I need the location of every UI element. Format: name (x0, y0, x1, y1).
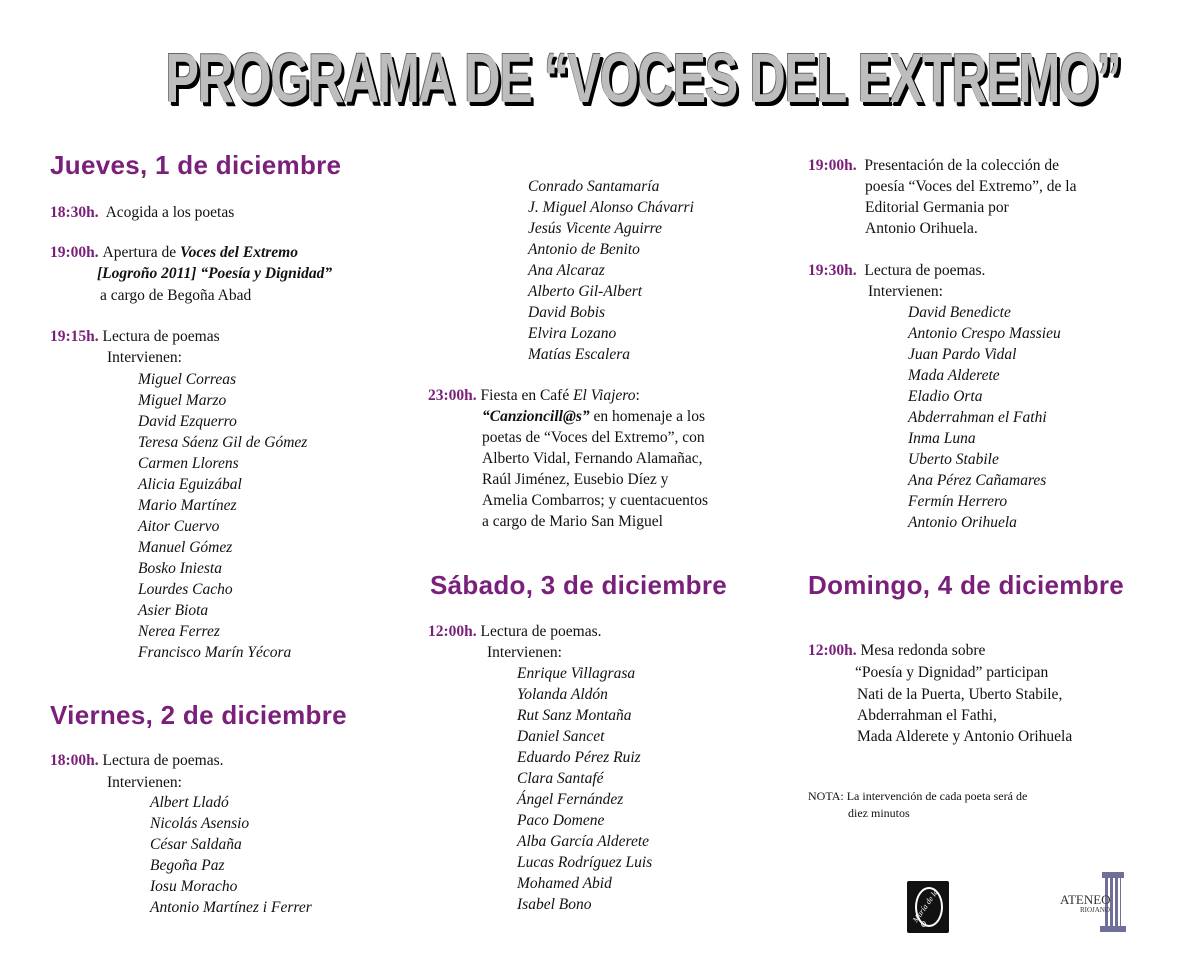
poet-name: David Benedicte (908, 304, 1011, 321)
riojano-label: RIOJANO (1080, 906, 1110, 914)
nota-line-2: diez minutos (848, 806, 910, 820)
poet-name: Enrique Villagrasa (517, 665, 636, 682)
page-title: PROGRAMA DE “VOCES DEL EXTREMO” (165, 39, 1121, 117)
poet-list-jueves (138, 369, 307, 663)
poet-name: Begoña Paz (150, 857, 225, 874)
event-text: Apertura de (102, 244, 181, 261)
event-text: Lectura de poemas. (864, 262, 986, 279)
event-text-colon: : (635, 387, 640, 404)
poet-name: Daniel Sancet (517, 728, 605, 745)
event-time: 12:00h. (428, 623, 477, 640)
event-sabado-1900-l2: poesía “Voces del Extremo”, de la (865, 178, 1077, 195)
poet-name: César Saldaña (150, 836, 242, 853)
event-time: 19:00h. (808, 157, 857, 174)
intervienen-label: Intervienen: (107, 349, 182, 366)
event-text-italic: El Viajero (573, 387, 636, 404)
poet-name: Antonio Orihuela (908, 514, 1017, 531)
poet-name: Fermín Herrero (908, 493, 1008, 510)
poet-name: David Ezquerro (138, 413, 237, 430)
event-text: Acogida a los poetas (105, 204, 235, 221)
event-text: Mesa redonda sobre (860, 642, 986, 659)
event-text: Fiesta en Café (480, 387, 574, 404)
poet-name: Asier Biota (138, 602, 209, 619)
poet-name: Aitor Cuervo (138, 518, 220, 535)
event-time: 18:00h. (50, 752, 99, 769)
intervienen-label: Intervienen: (107, 774, 182, 791)
logo1-text: María de la O (910, 887, 940, 930)
event-viernes-2300-l3: poetas de “Voces del Extremo”, con (482, 429, 705, 446)
poet-name: Antonio Crespo Massieu (908, 325, 1061, 342)
nota-line-1: NOTA: La intervención de cada poeta será de (808, 789, 1028, 803)
poet-name: Eladio Orta (908, 388, 983, 405)
day-heading-viernes: Viernes, 2 de diciembre (50, 700, 347, 730)
poet-list-sabado-2 (908, 302, 1061, 533)
event-time: 19:15h. (50, 328, 99, 345)
poet-name: Matías Escalera (528, 346, 631, 363)
event-sabado-1900-l4: Antonio Orihuela. (865, 220, 978, 237)
event-domingo-1200 (808, 640, 985, 661)
poet-name: Antonio de Benito (528, 241, 640, 258)
event-time: 19:30h. (808, 262, 857, 279)
poet-name: Lucas Rodríguez Luis (517, 854, 653, 871)
intervienen-label: Intervienen: (868, 283, 943, 300)
poet-list-viernes-b (528, 176, 694, 365)
poet-name: Ana Alcaraz (528, 262, 605, 279)
event-time: 18:30h. (50, 204, 99, 221)
event-domingo-l5: Mada Alderete y Antonio Orihuela (857, 728, 1073, 745)
poet-name: Antonio Martínez i Ferrer (150, 899, 312, 916)
poet-name: Manuel Gómez (138, 539, 233, 556)
ateneo-label: ATENEO (1060, 892, 1111, 907)
event-text: Lectura de poemas. (480, 623, 602, 640)
intervienen-label: Intervienen: (487, 644, 562, 661)
event-sabado-1200 (428, 621, 601, 642)
event-viernes-2300-l2 (482, 406, 705, 427)
poet-name: Jesús Vicente Aguirre (528, 220, 663, 237)
event-text: Presentación de la colección de (864, 157, 1059, 174)
event-sabado-1900 (808, 155, 1059, 176)
poet-name: Mohamed Abid (517, 875, 612, 892)
poet-name: Nicolás Asensio (150, 815, 250, 832)
event-jueves-1830 (50, 202, 234, 223)
column-icon-base (1100, 926, 1126, 932)
poet-name: Ángel Fernández (517, 791, 624, 808)
poet-name: Clara Santafé (517, 770, 604, 787)
event-domingo-l3: Nati de la Puerta, Uberto Stabile, (857, 686, 1063, 703)
event-viernes-2300-l7: a cargo de Mario San Miguel (482, 513, 663, 530)
event-sabado-1930 (808, 260, 985, 281)
poet-name: Isabel Bono (517, 896, 592, 913)
poet-name: Mario Martínez (138, 497, 237, 514)
event-time: 12:00h. (808, 642, 857, 659)
poet-name: Carmen Llorens (138, 455, 239, 472)
poet-name: Francisco Marín Yécora (138, 644, 292, 661)
event-viernes-1800 (50, 750, 223, 771)
day-heading-domingo: Domingo, 4 de diciembre (808, 570, 1125, 600)
poet-name: David Bobis (528, 304, 606, 321)
event-jueves-1900-line3: a cargo de Begoña Abad (100, 287, 252, 304)
poet-name: Teresa Sáenz Gil de Gómez (138, 434, 308, 451)
poet-name: Elvira Lozano (528, 325, 617, 342)
poet-name: Alberto Gil-Albert (528, 283, 643, 300)
poet-name: Paco Domene (517, 812, 605, 829)
poet-name: Albert Lladó (150, 794, 229, 811)
event-viernes-2300-l5: Raúl Jiménez, Eusebio Díez y (482, 471, 669, 488)
day-heading-jueves: Jueves, 1 de diciembre (50, 150, 342, 180)
event-jueves-1915 (50, 326, 220, 347)
poet-name: Miguel Marzo (138, 392, 227, 409)
event-text: Lectura de poemas. (102, 752, 224, 769)
event-viernes-2300-l4: Alberto Vidal, Fernando Alamañac, (482, 450, 703, 467)
maria-de-la-o-logo (907, 881, 949, 933)
poet-name: Uberto Stabile (908, 451, 999, 468)
poet-name: Mada Alderete (908, 367, 1000, 384)
poet-name: Lourdes Cacho (138, 581, 233, 598)
poet-name: Nerea Ferrez (138, 623, 220, 640)
event-sabado-1900-l3: Editorial Germania por (865, 199, 1009, 216)
event-domingo-l4: Abderrahman el Fathi, (857, 707, 997, 724)
event-viernes-2300 (428, 385, 640, 406)
poet-name: Eduardo Pérez Ruiz (517, 749, 641, 766)
poet-name: Juan Pardo Vidal (908, 346, 1017, 363)
ateneo-riojano-logo (1060, 872, 1130, 938)
event-text: Lectura de poemas (102, 328, 220, 345)
day-heading-sabado: Sábado, 3 de diciembre (430, 570, 728, 600)
event-time: 19:00h. (50, 244, 99, 261)
event-viernes-2300-l6: Amelia Combarros; y cuentacuentos (482, 492, 708, 509)
poet-name: J. Miguel Alonso Chávarri (528, 199, 694, 216)
event-jueves-1900-line2: [Logroño 2011] “Poesía y Dignidad” (97, 265, 333, 282)
canzioncillas-title: “Canzioncill@s” (482, 408, 590, 425)
poet-list-sabado (517, 663, 652, 915)
event-time: 23:00h. (428, 387, 477, 404)
event-text-bold: Voces del Extremo (180, 244, 298, 261)
event-jueves-1900 (50, 242, 298, 263)
poet-name: Alicia Eguizábal (138, 476, 242, 493)
poet-name: Alba García Alderete (517, 833, 650, 850)
poet-name: Miguel Correas (138, 371, 237, 388)
poet-list-viernes-a (150, 792, 312, 918)
event-text: en homenaje a los (589, 408, 706, 425)
poet-name: Conrado Santamaría (528, 178, 660, 195)
poet-name: Inma Luna (908, 430, 976, 447)
poet-name: Abderrahman el Fathi (908, 409, 1047, 426)
poet-name: Ana Pérez Cañamares (908, 472, 1047, 489)
event-domingo-l2: “Poesía y Dignidad” participan (855, 664, 1049, 681)
poet-name: Iosu Moracho (150, 878, 238, 895)
poet-name: Bosko Iniesta (138, 560, 222, 577)
poet-name: Rut Sanz Montaña (517, 707, 632, 724)
poet-name: Yolanda Aldón (517, 686, 608, 703)
